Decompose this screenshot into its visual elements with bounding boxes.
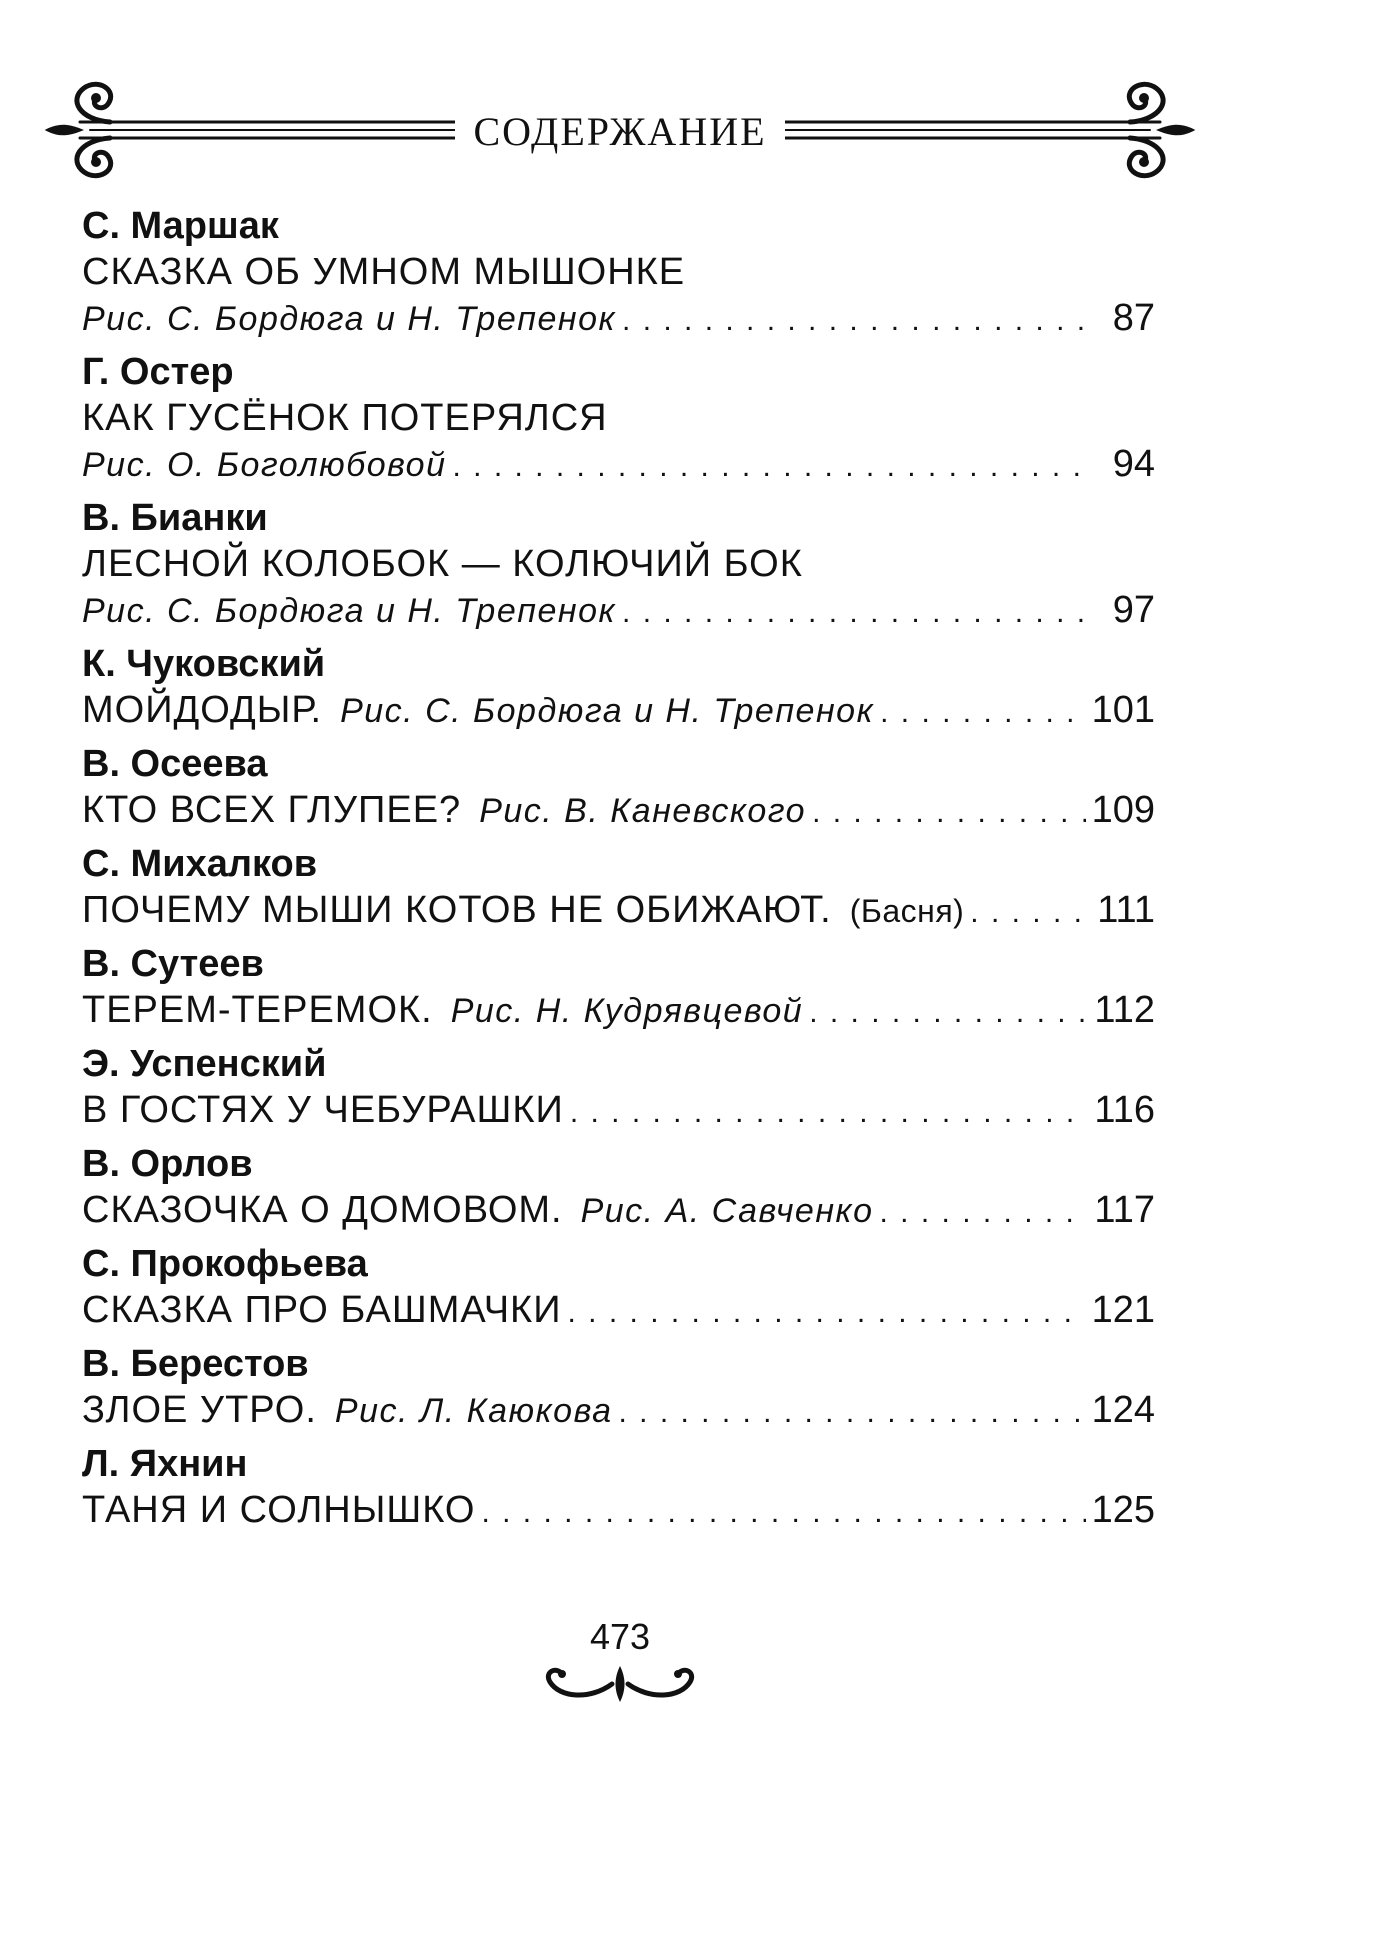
dot-leader (618, 1390, 1085, 1436)
dot-leader (622, 298, 1089, 344)
story-title: КАК ГУСЁНОК ПОТЕРЯЛСЯ (82, 397, 608, 439)
page-title (40, 104, 1200, 160)
illustrator: Рис. С. Бордюга и Н. Трепенок (340, 692, 875, 730)
toc-line (82, 441, 1155, 487)
author-name: С. Маршак (82, 205, 279, 247)
dot-leader (453, 444, 1090, 490)
dot-leader (812, 790, 1086, 836)
page-number: 111 (1097, 889, 1155, 931)
genre-note: (Басня) (849, 893, 965, 929)
author-name: С. Михалков (82, 843, 318, 885)
dot-leader (970, 890, 1089, 936)
page-number: 125 (1091, 1489, 1155, 1531)
toc-line (82, 1087, 1155, 1133)
toc-line (82, 587, 1155, 633)
toc-header (40, 70, 1200, 190)
page-number: 116 (1094, 1089, 1155, 1131)
toc-line (82, 687, 1155, 733)
toc-line (82, 887, 1155, 933)
author-name: К. Чуковский (82, 643, 326, 685)
illustrator: Рис. О. Боголюбовой (82, 446, 447, 484)
illustrator: Рис. С. Бордюга и Н. Трепенок (82, 592, 617, 630)
story-title: КТО ВСЕХ ГЛУПЕЕ? (82, 789, 462, 831)
author-name: В. Осеева (82, 743, 268, 785)
author-name: Э. Успенский (82, 1043, 327, 1085)
toc-entry (82, 841, 1155, 933)
illustrator: Рис. Н. Кудрявцевой (450, 992, 804, 1030)
page-number: 97 (1112, 589, 1155, 631)
story-title: СКАЗКА ПРО БАШМАЧКИ (82, 1289, 562, 1331)
story-title: ТАНЯ И СОЛНЫШКО (82, 1489, 476, 1531)
toc-entry (82, 1341, 1155, 1433)
page-number: 94 (1112, 443, 1155, 485)
toc-line (82, 295, 1155, 341)
page-number: 112 (1094, 989, 1155, 1031)
toc-entry (82, 203, 1155, 341)
author-name: В. Бианки (82, 497, 268, 539)
story-title: ПОЧЕМУ МЫШИ КОТОВ НЕ ОБИЖАЮТ. (82, 889, 832, 931)
illustrator: Рис. Л. Каюкова (334, 1392, 613, 1430)
dot-leader (809, 990, 1088, 1036)
toc-entry (82, 349, 1155, 487)
page-number: 109 (1091, 789, 1155, 831)
page-number: 87 (1112, 297, 1155, 339)
folio-page-number: 473 (589, 1616, 651, 1657)
page-number: 101 (1091, 689, 1155, 731)
dot-leader (570, 1090, 1089, 1136)
page-number: 121 (1091, 1289, 1155, 1331)
toc-line (82, 787, 1155, 833)
author-name: Г. Остер (82, 351, 234, 393)
toc-entry (82, 1041, 1155, 1133)
table-of-contents (82, 203, 1155, 1541)
toc-entry (82, 495, 1155, 633)
toc-entry (82, 941, 1155, 1033)
toc-entry (82, 1241, 1155, 1333)
illustrator: Рис. С. Бордюга и Н. Трепенок (82, 300, 617, 338)
author-name: С. Прокофьева (82, 1243, 368, 1285)
toc-line (82, 987, 1155, 1033)
dot-leader (880, 1190, 1089, 1236)
toc-entry (82, 1441, 1155, 1533)
footer-ornament-icon (540, 1660, 700, 1710)
dot-leader (481, 1490, 1085, 1536)
story-title: СКАЗКА ОБ УМНОМ МЫШОНКЕ (82, 251, 686, 293)
page-title-text: СОДЕРЖАНИЕ (455, 109, 784, 154)
toc-entry (82, 1141, 1155, 1233)
toc-line (82, 1187, 1155, 1233)
story-title: ТЕРЕМ-ТЕРЕМОК. (82, 989, 433, 1031)
story-title: В ГОСТЯХ У ЧЕБУРАШКИ (82, 1089, 564, 1131)
illustrator: Рис. В. Каневского (479, 792, 807, 830)
author-name: В. Сутеев (82, 943, 264, 985)
story-title: ЗЛОЕ УТРО. (82, 1389, 317, 1431)
toc-entry (82, 641, 1155, 733)
dot-leader (568, 1290, 1086, 1336)
page-number: 117 (1094, 1189, 1155, 1231)
story-title: ЛЕСНОЙ КОЛОБОК — КОЛЮЧИЙ БОК (82, 543, 803, 585)
story-title: МОЙДОДЫР. (82, 689, 323, 731)
toc-entry (82, 741, 1155, 833)
toc-line (82, 1287, 1155, 1333)
illustrator: Рис. А. Савченко (580, 1192, 874, 1230)
author-name: В. Берестов (82, 1343, 309, 1385)
author-name: В. Орлов (82, 1143, 253, 1185)
toc-line (82, 1487, 1155, 1533)
dot-leader (622, 590, 1089, 636)
toc-line (82, 1387, 1155, 1433)
story-title: СКАЗОЧКА О ДОМОВОМ. (82, 1189, 563, 1231)
dot-leader (880, 690, 1085, 736)
author-name: Л. Яхнин (82, 1443, 248, 1485)
page-number: 124 (1091, 1389, 1155, 1431)
